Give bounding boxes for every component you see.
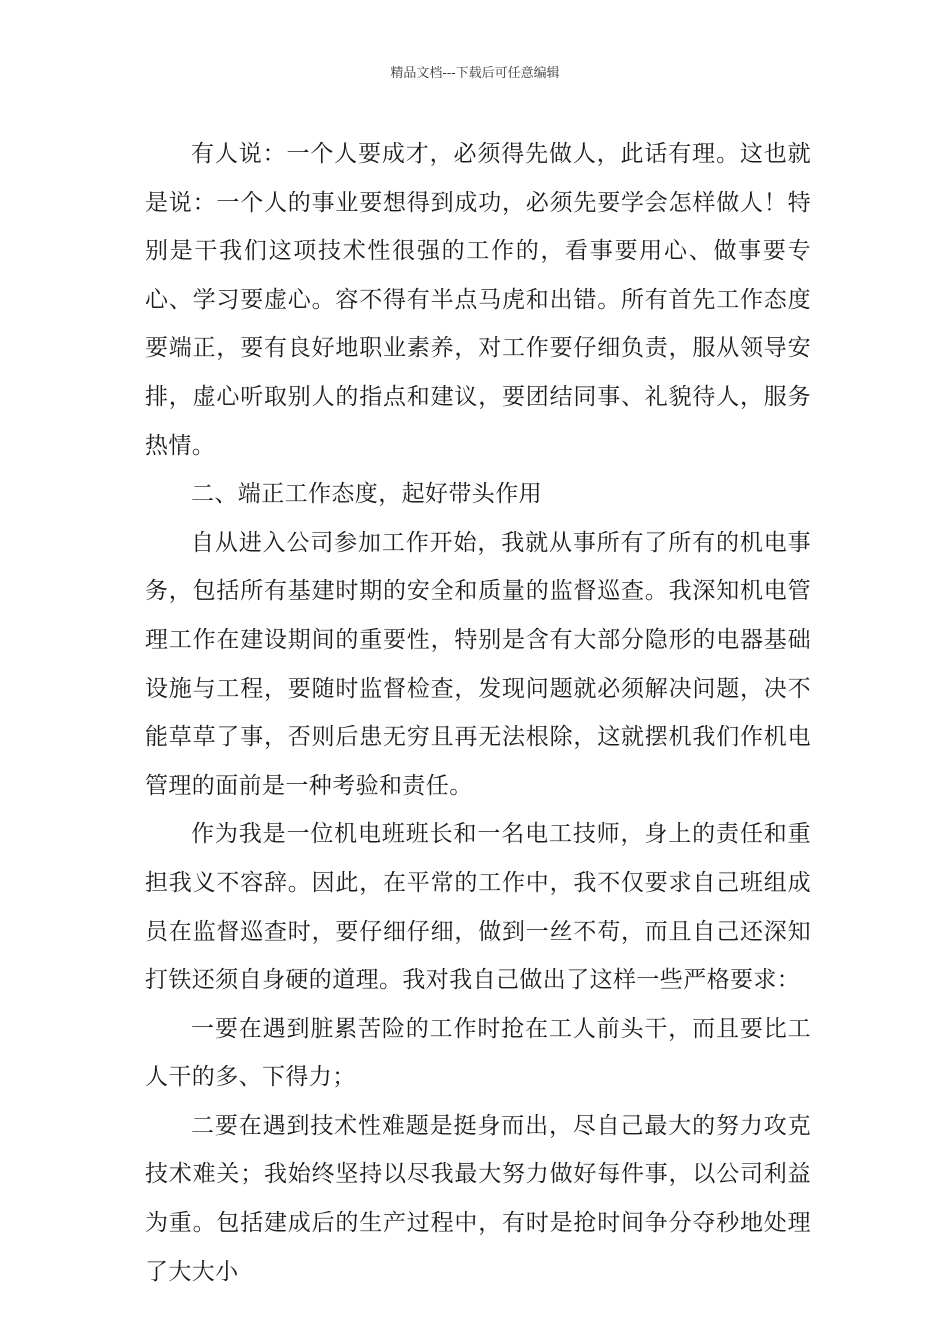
paragraph: 自从进入公司参加工作开始，我就从事所有了所有的机电事务，包括所有基建时期的安全和质量的监督巡查。我深知机电管理工作在建设期间的重要性，特别是含有大部分隐形的电器基础设施与工程，要随时监督检查，发现问题就必须解决问题，决不能草草了事，否则后患无穷且再无法根除，这就摆机我们作机电管理的面前是一种考验和责任。 (145, 529, 811, 799)
page-header: 精品文档---下载后可任意编辑 (390, 66, 560, 81)
document-body (145, 130, 811, 1296)
paragraph: 二要在遇到技术性难题是挺身而出，尽自己最大的努力攻克技术难关；我始终坚持以尽我最大努力做好每件事，以公司利益为重。包括建成后的生产过程中，有时是抢时间争分夺秒地处理了大大小 (145, 1112, 811, 1285)
section-heading: 二、端正工作态度，起好带头作用 (191, 481, 542, 508)
paragraph: 一要在遇到脏累苦险的工作时抢在工人前头干，而且要比工人干的多、下得力； (145, 1015, 811, 1091)
paragraph: 有人说：一个人要成才，必须得先做人，此话有理。这也就是说：一个人的事业要想得到成功，必须先要学会怎样做人！特别是干我们这项技术性很强的工作的，看事要用心、做事要专心、学习要虚心。容不得有半点马虎和出错。所有首先工作态度要端正，要有良好地职业素养，对工作要仔细负责，服从领导安排，虚心听取别人的指点和建议，要团结同事、礼貌待人，服务热情。 (145, 141, 811, 459)
paragraph: 作为我是一位机电班班长和一名电工技师，身上的责任和重担我义不容辞。因此，在平常的工作中，我不仅要求自己班组成员在监督巡查时，要仔细仔细，做到一丝不苟，而且自己还深知打铁还须自身硬的道理。我对我自己做出了这样一些严格要求： (145, 821, 811, 994)
